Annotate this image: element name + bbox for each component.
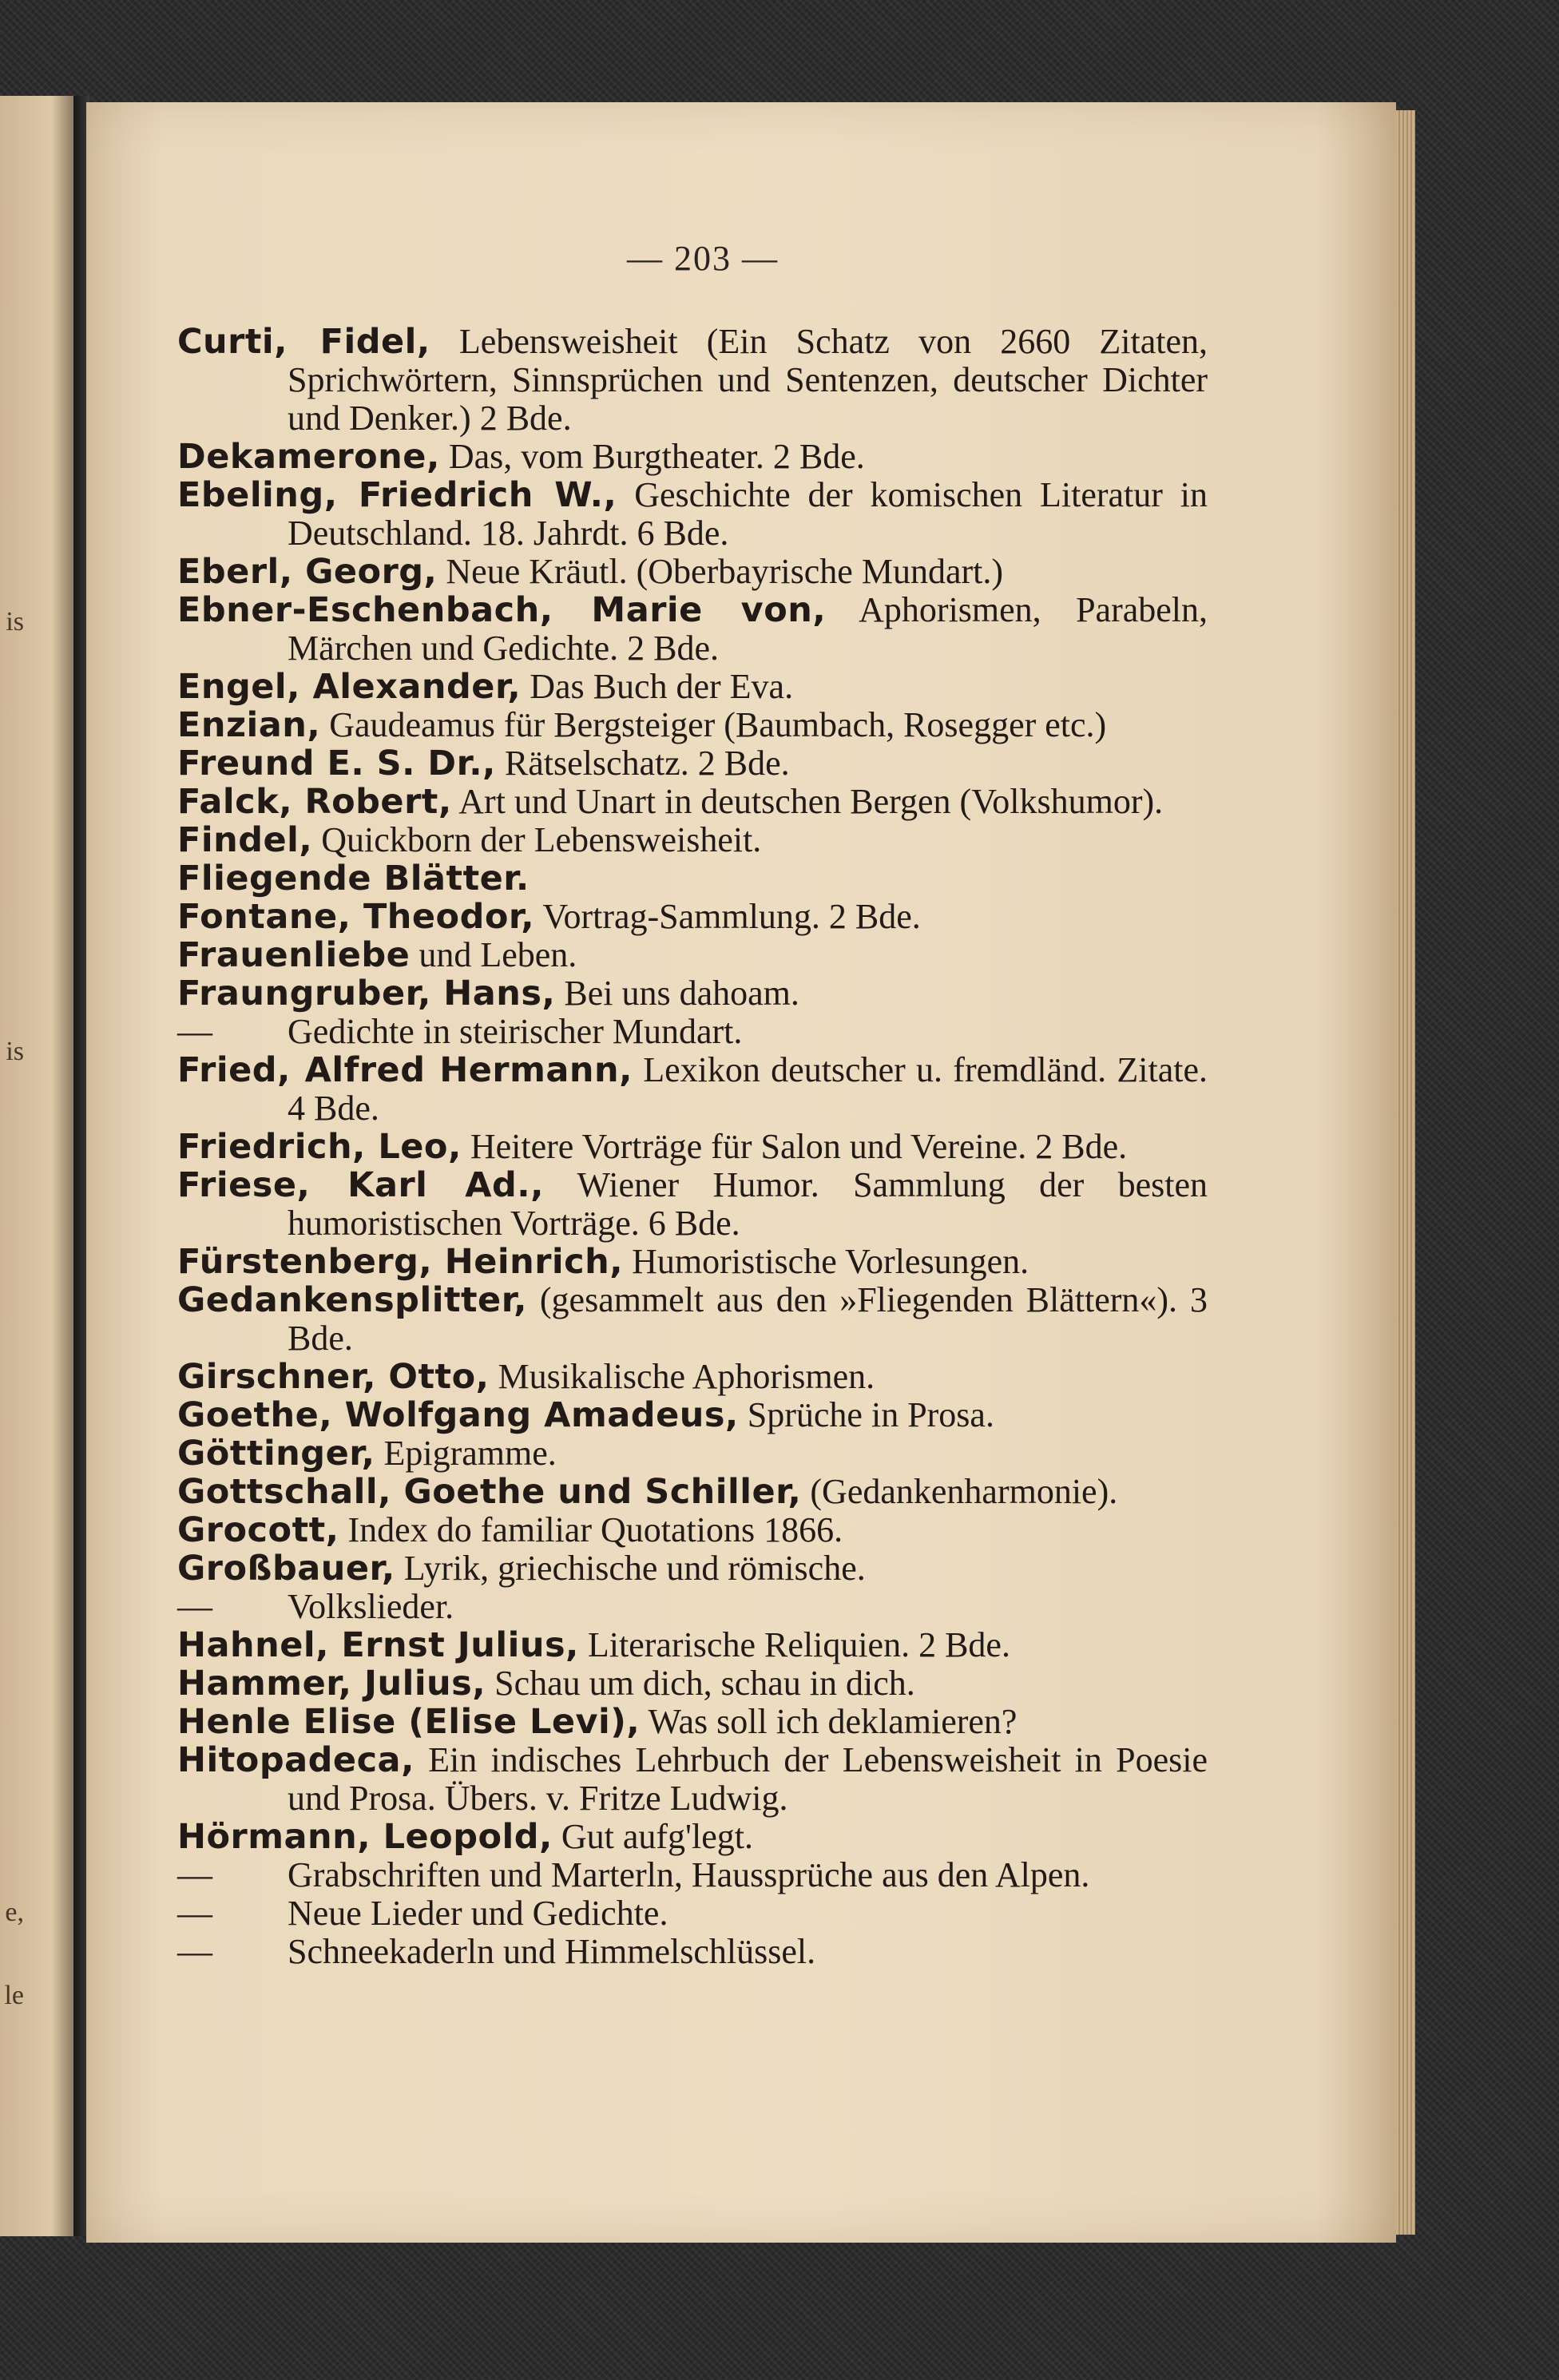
ditto-dash: — <box>177 1932 212 1971</box>
entry-title: Volkslieder. <box>288 1587 454 1626</box>
entry-title: Schau um dich, schau in dich. <box>494 1664 915 1703</box>
entry-title: Epigramme. <box>383 1434 557 1473</box>
entry-author: Enzian, <box>177 705 321 745</box>
entry-title: Musikalische Aphorismen. <box>498 1357 875 1396</box>
entry-author: Hahnel, Ernst Julius, <box>177 1625 579 1665</box>
list-item <box>177 859 1208 898</box>
entry-author: Freund E. S. Dr., <box>177 744 496 783</box>
list-item <box>177 1549 1208 1588</box>
entry-title: Vortrag-Sammlung. 2 Bde. <box>542 897 921 936</box>
entry-title: und Leben. <box>419 935 577 974</box>
entry-title: Was soll ich deklamieren? <box>648 1702 1018 1741</box>
previous-page-fragment: le <box>4 1981 24 2010</box>
entry-title: (gesammelt aus den »Fliegenden Blättern«). 3 Bde. <box>288 1280 1208 1358</box>
ditto-dash: — <box>177 1012 212 1051</box>
list-item <box>177 1358 1208 1396</box>
entry-title: Literarische Reliquien. 2 Bde. <box>587 1625 1010 1664</box>
entry-title: Das Buch der Eva. <box>530 667 794 706</box>
list-item <box>177 1243 1208 1281</box>
list-item <box>177 1626 1208 1664</box>
list-item <box>177 744 1208 783</box>
entry-author: Hitopadeca, <box>177 1740 415 1780</box>
list-item <box>177 898 1208 936</box>
entry-author: Friese, Karl Ad., <box>177 1165 544 1205</box>
entry-title: Geschichte der komischen Literatur in Deutschland. 18. Jahrdt. 6 Bde. <box>288 475 1208 553</box>
list-item <box>177 1588 1208 1626</box>
entry-author: Fontane, Theodor, <box>177 897 535 937</box>
entry-title: Bei uns dahoam. <box>564 974 799 1013</box>
entry-author: Gottschall, Goethe und Schiller, <box>177 1472 802 1512</box>
entry-title: Neue Kräutl. (Oberbayrische Mundart.) <box>446 552 1004 591</box>
entry-author: Eberl, Georg, <box>177 552 438 592</box>
list-item <box>177 1166 1208 1243</box>
entry-author: Hörmann, Leopold, <box>177 1817 553 1857</box>
entry-author: Fürstenberg, Heinrich, <box>177 1242 624 1282</box>
list-item <box>177 783 1208 821</box>
list-item <box>177 1741 1208 1818</box>
list-item <box>177 1396 1208 1434</box>
entry-author: Falck, Robert, <box>177 782 452 822</box>
entry-author: Grocott, <box>177 1510 339 1550</box>
entry-title: Gut aufg'legt. <box>561 1817 753 1856</box>
entry-author: Curti, Fidel, <box>177 322 430 362</box>
entry-title: Sprüche in Prosa. <box>747 1395 994 1434</box>
list-item <box>177 1703 1208 1741</box>
list-item <box>177 1128 1208 1166</box>
list-item <box>177 1051 1208 1128</box>
entry-author: Engel, Alexander, <box>177 667 522 707</box>
list-item <box>177 1933 1208 1971</box>
previous-page-fragment: e, <box>5 1898 24 1927</box>
entry-author: Gedankensplitter, <box>177 1280 527 1320</box>
list-item <box>177 1511 1208 1549</box>
entry-title: Das, vom Burgtheater. 2 Bde. <box>448 437 865 476</box>
entry-author: Ebeling, Friedrich W., <box>177 475 617 515</box>
entry-author: Dekamerone, <box>177 437 440 477</box>
entry-author: Girschner, Otto, <box>177 1357 490 1397</box>
list-item <box>177 553 1208 591</box>
previous-page-fragment: is <box>6 607 24 637</box>
list-item <box>177 476 1208 553</box>
entry-title: Aphorismen, Parabeln, Märchen und Gedichte. 2 Bde. <box>288 590 1208 668</box>
list-item <box>177 974 1208 1013</box>
entry-title: Humoristische Vorlesungen. <box>632 1242 1029 1281</box>
entry-title: Art und Unart in deutschen Bergen (Volkshumor). <box>458 782 1164 821</box>
list-item <box>177 1013 1208 1051</box>
entry-title: Lyrik, griechische und römische. <box>403 1549 866 1588</box>
page-number: — 203 — <box>627 239 779 278</box>
entry-title: Index do familiar Quotations 1866. <box>347 1510 843 1549</box>
entry-author: Goethe, Wolfgang Amadeus, <box>177 1395 739 1435</box>
entry-author: Friedrich, Leo, <box>177 1127 462 1167</box>
list-item <box>177 323 1208 438</box>
list-item <box>177 1856 1208 1894</box>
list-item <box>177 936 1208 974</box>
ditto-dash: — <box>177 1894 212 1933</box>
entry-title: Rätselschatz. 2 Bde. <box>504 744 790 783</box>
list-item <box>177 668 1208 706</box>
list-item <box>177 1894 1208 1933</box>
entry-title: Ein indisches Lehrbuch der Lebensweisheit in Poesie und Prosa. Übers. v. Fritze Ludwig. <box>288 1740 1208 1818</box>
previous-page-edge <box>0 96 73 2236</box>
entry-title: Lebensweisheit (Ein Schatz von 2660 Zitaten, Sprichwörtern, Sinnsprüchen und Sentenzen, deutscher Dichter und Denker.) 2 Bde. <box>288 322 1208 438</box>
entry-author: Ebner-Eschenbach, Marie von, <box>177 590 827 630</box>
bibliography-list <box>177 323 1208 1971</box>
ditto-dash: — <box>177 1587 212 1626</box>
entry-title: Schneekaderln und Himmelschlüssel. <box>288 1932 816 1971</box>
entry-title: Gedichte in steirischer Mundart. <box>288 1012 743 1051</box>
entry-title: Gaudeamus für Bergsteiger (Baumbach, Rosegger etc.) <box>329 705 1107 744</box>
entry-author: Hammer, Julius, <box>177 1664 486 1704</box>
entry-title: Neue Lieder und Gedichte. <box>288 1894 668 1933</box>
entry-author: Frauenliebe <box>177 935 411 975</box>
list-item <box>177 1281 1208 1358</box>
entry-author: Fliegende Blätter. <box>177 859 530 898</box>
list-item <box>177 1818 1208 1856</box>
entry-title: Heitere Vorträge für Salon und Vereine. 2 Bde. <box>470 1127 1128 1166</box>
entry-author: Henle Elise (Elise Levi), <box>177 1702 641 1742</box>
entry-title: Lexikon deutscher u. fremdländ. Zitate. 4 Bde. <box>288 1050 1208 1128</box>
list-item <box>177 706 1208 744</box>
list-item <box>177 1473 1208 1511</box>
entry-title: (Gedankenharmonie). <box>810 1472 1118 1511</box>
list-item <box>177 821 1208 859</box>
list-item <box>177 438 1208 476</box>
entry-author: Fraungruber, Hans, <box>177 974 556 1013</box>
entry-author: Großbauer, <box>177 1549 395 1589</box>
list-item <box>177 591 1208 668</box>
list-item <box>177 1434 1208 1473</box>
ditto-dash: — <box>177 1855 212 1894</box>
entry-author: Findel, <box>177 820 313 860</box>
entry-author: Fried, Alfred Hermann, <box>177 1050 633 1090</box>
entry-title: Quickborn der Lebensweisheit. <box>321 820 762 859</box>
entry-title: Grabschriften und Marterln, Haussprüche aus den Alpen. <box>288 1855 1090 1894</box>
list-item <box>177 1664 1208 1703</box>
entry-title: Wiener Humor. Sammlung der besten humoristischen Vorträge. 6 Bde. <box>288 1165 1208 1243</box>
previous-page-fragment: is <box>6 1037 24 1066</box>
entry-author: Göttinger, <box>177 1434 375 1474</box>
